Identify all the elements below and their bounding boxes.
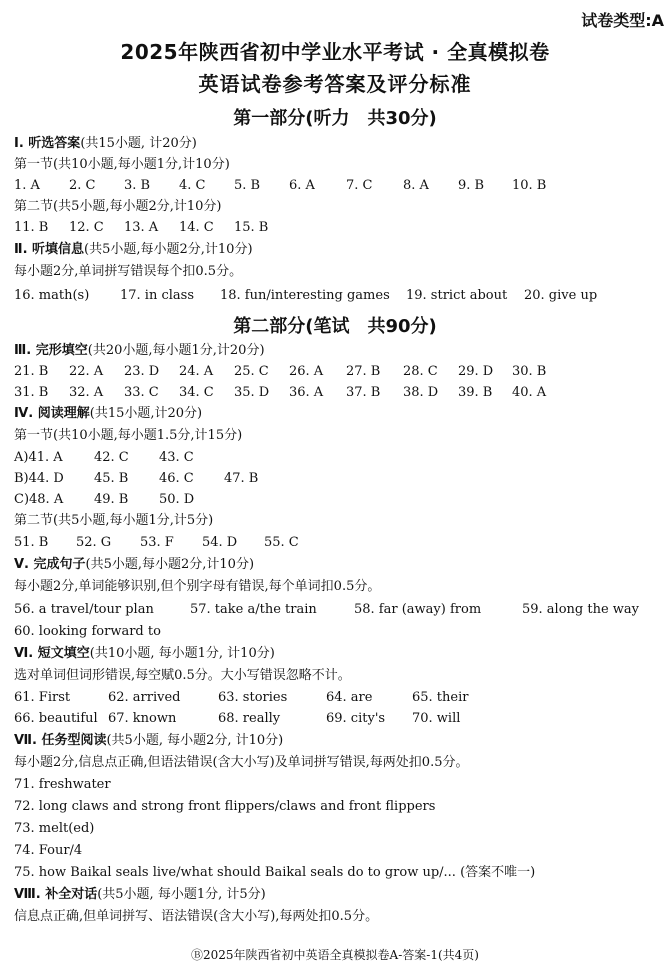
answer-64: 64. are — [326, 690, 373, 705]
answer-70: 70. will — [412, 711, 461, 726]
answer-22: 22. A — [69, 364, 104, 379]
answer-26: 26. A — [289, 364, 324, 379]
answer-30: 30. B — [512, 364, 547, 379]
answer-41: A)41. A — [14, 450, 63, 465]
answer-75: 75. how Baikal seals live/what should Baikal seals do to grow up/... (答案不唯一) — [14, 865, 536, 880]
answer-59: 59. along the way — [522, 602, 640, 617]
answer-53: 53. F — [140, 535, 174, 550]
answer-55: 55. C — [264, 535, 299, 550]
answer-18: 18. fun/interesting games — [220, 288, 390, 303]
answer-33: 33. C — [124, 385, 159, 400]
answer-49: 49. B — [94, 492, 129, 507]
answer-71: 71. freshwater — [14, 777, 111, 792]
section2-heading: Ⅱ. 听填信息(共5小题,每小题2分,计10分) — [14, 242, 253, 257]
answer-36: 36. A — [289, 385, 324, 400]
answer-19: 19. strict about — [406, 288, 508, 303]
answer-39: 39. B — [458, 385, 493, 400]
section5-note: 每小题2分,单词能够识别,但个别字母有错误,每个单词扣0.5分。 — [14, 579, 381, 594]
section8-heading: Ⅷ. 补全对话(共5小题, 每小题1分, 计5分) — [14, 887, 266, 902]
part2-title: 第二部分(笔试 共90分) — [233, 316, 437, 337]
answer-67: 67. known — [108, 711, 177, 726]
section6-heading: Ⅵ. 短文填空(共10小题, 每小题1分, 计10分) — [14, 646, 275, 661]
section4-sub2: 第二节(共5小题,每小题1分,计5分) — [14, 513, 214, 528]
part1-title: 第一部分(听力 共30分) — [233, 108, 437, 129]
answer-11: 11. B — [14, 220, 49, 235]
section7-heading: Ⅶ. 任务型阅读(共5小题, 每小题2分, 计10分) — [14, 733, 284, 748]
page-footer: Ⓑ2025年陕西省初中英语全真模拟卷A-答案-1(共4页) — [191, 948, 479, 962]
answer-69: 69. city's — [326, 711, 386, 726]
answer-24: 24. A — [179, 364, 214, 379]
section7-note: 每小题2分,信息点正确,但语法错误(含大小写)及单词拼写错误,每两处扣0.5分。 — [14, 755, 469, 770]
answer-8: 8. A — [403, 178, 429, 193]
answer-37: 37. B — [346, 385, 381, 400]
answer-56: 56. a travel/tour plan — [14, 602, 154, 617]
answer-50: 50. D — [159, 492, 195, 507]
answer-58: 58. far (away) from — [354, 602, 482, 617]
answer-13: 13. A — [124, 220, 159, 235]
answer-45: 45. B — [94, 471, 129, 486]
answer-74: 74. Four/4 — [14, 843, 83, 858]
answer-51: 51. B — [14, 535, 49, 550]
section6-note: 选对单词但词形错误,每空赋0.5分。大小写错误忽略不计。 — [14, 668, 351, 683]
answer-40: 40. A — [512, 385, 547, 400]
answer-61: 61. First — [14, 690, 71, 705]
answer-21: 21. B — [14, 364, 49, 379]
answer-12: 12. C — [69, 220, 104, 235]
answer-72: 72. long claws and strong front flippers/claws and front flippers — [14, 799, 436, 814]
answer-54: 54. D — [202, 535, 238, 550]
section5-heading: Ⅴ. 完成句子(共5小题,每小题2分,计10分) — [14, 557, 255, 572]
document-subtitle: 英语试卷参考答案及评分标准 — [198, 72, 472, 96]
answer-46: 46. C — [159, 471, 194, 486]
section2-note: 每小题2分,单词拼写错误每个扣0.5分。 — [14, 264, 243, 279]
answer-63: 63. stories — [218, 690, 288, 705]
answer-27: 27. B — [346, 364, 381, 379]
answer-2: 2. C — [69, 178, 96, 193]
answer-15: 15. B — [234, 220, 269, 235]
answer-5: 5. B — [234, 178, 261, 193]
answer-10: 10. B — [512, 178, 547, 193]
section4-heading: Ⅳ. 阅读理解(共15小题,计20分) — [14, 406, 203, 421]
answer-43: 43. C — [159, 450, 194, 465]
section1-sub2: 第二节(共5小题,每小题2分,计10分) — [14, 199, 222, 214]
answer-29: 29. D — [458, 364, 494, 379]
section3-heading: Ⅲ. 完形填空(共20小题,每小题1分,计20分) — [14, 343, 265, 358]
answer-35: 35. D — [234, 385, 270, 400]
section1-sub1: 第一节(共10小题,每小题1分,计10分) — [14, 157, 230, 172]
answer-57: 57. take a/the train — [190, 602, 317, 617]
answer-42: 42. C — [94, 450, 129, 465]
answer-44: B)44. D — [14, 471, 64, 486]
answer-20: 20. give up — [524, 288, 598, 303]
answer-52: 52. G — [76, 535, 112, 550]
answer-31: 31. B — [14, 385, 49, 400]
answer-32: 32. A — [69, 385, 104, 400]
answer-28: 28. C — [403, 364, 438, 379]
answer-66: 66. beautiful — [14, 711, 98, 726]
answer-38: 38. D — [403, 385, 439, 400]
answer-68: 68. really — [218, 711, 281, 726]
paper-type-label: 试卷类型:A — [581, 11, 664, 30]
exam-title: 2025年陕西省初中学业水平考试 · 全真模拟卷 — [120, 40, 550, 64]
answer-47: 47. B — [224, 471, 259, 486]
answer-6: 6. A — [289, 178, 315, 193]
answer-65: 65. their — [412, 690, 469, 705]
answer-14: 14. C — [179, 220, 214, 235]
answer-7: 7. C — [346, 178, 373, 193]
section8-note: 信息点正确,但单词拼写、语法错误(含大小写),每两处扣0.5分。 — [14, 909, 379, 924]
answer-9: 9. B — [458, 178, 485, 193]
answer-1: 1. A — [14, 178, 40, 193]
answer-62: 62. arrived — [108, 690, 181, 705]
answer-4: 4. C — [179, 178, 206, 193]
section4-sub1: 第一节(共10小题,每小题1.5分,计15分) — [14, 428, 243, 443]
answer-34: 34. C — [179, 385, 214, 400]
answer-73: 73. melt(ed) — [14, 821, 95, 836]
answer-17: 17. in class — [120, 288, 195, 303]
answer-23: 23. D — [124, 364, 160, 379]
answer-60: 60. looking forward to — [14, 624, 161, 639]
section1-heading: Ⅰ. 听选答案(共15小题, 计20分) — [14, 136, 197, 151]
answer-25: 25. C — [234, 364, 269, 379]
answer-16: 16. math(s) — [14, 288, 90, 303]
answer-3: 3. B — [124, 178, 151, 193]
answer-48: C)48. A — [14, 492, 64, 507]
